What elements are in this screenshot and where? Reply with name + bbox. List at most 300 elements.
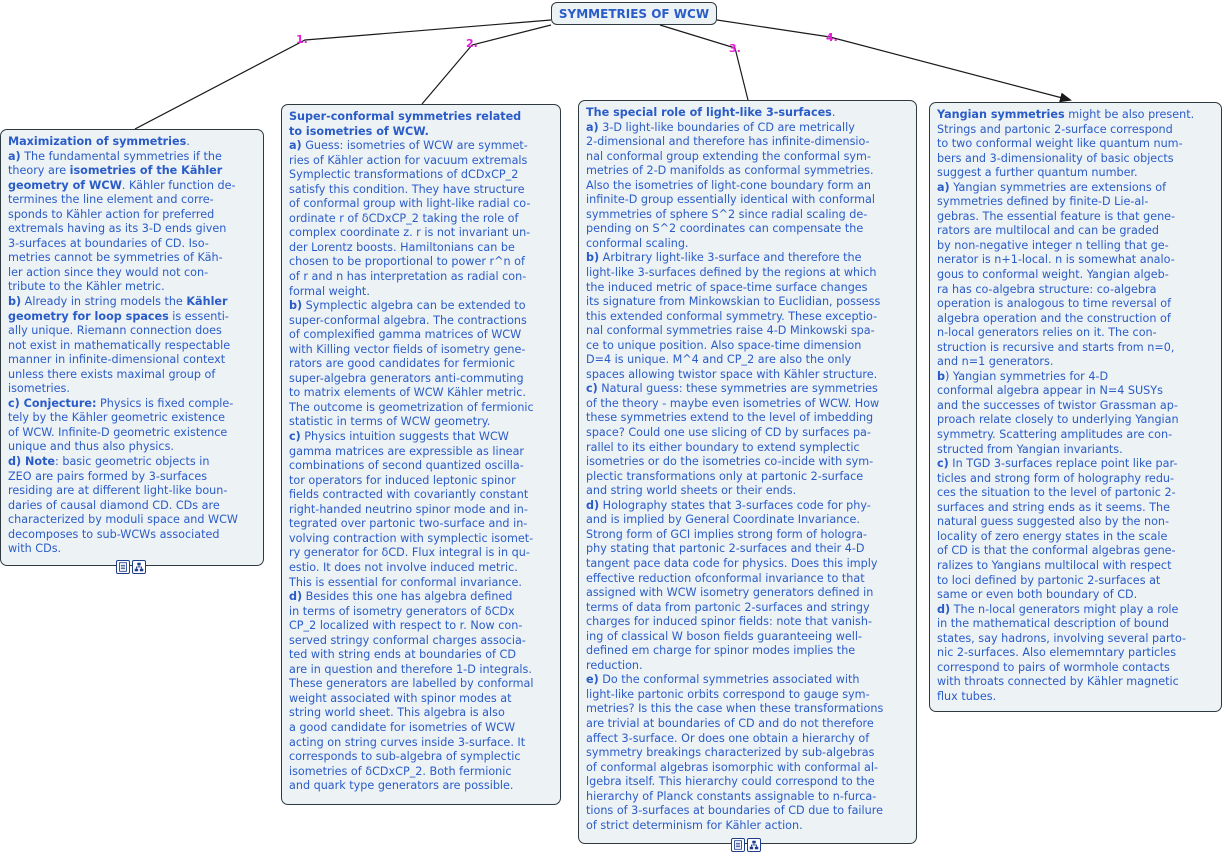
node-text: by non-negative integer n telling that ge- [937, 238, 1169, 252]
node-text: conformal scaling. [586, 236, 689, 250]
node-text-line [586, 193, 910, 208]
node-text-line [937, 413, 1215, 428]
node-text-bold: Super-conformal symmetries related [289, 110, 522, 123]
node-text-line [937, 544, 1215, 559]
node-text-line [586, 222, 910, 237]
node-text: a good candidate for isometries of WCW [289, 720, 516, 734]
node-text-line [8, 455, 257, 470]
node-text-line [586, 484, 910, 499]
node-text-bold: d) [586, 498, 600, 512]
node-text-bold: The special role of light-like 3-surfaces [586, 106, 832, 119]
node-text-line [586, 761, 910, 776]
node-text: to matrix elements of WCW Kähler metric. [289, 386, 526, 400]
node-text: natural guess suggested also by the non- [937, 515, 1170, 529]
node-text: not exist in mathematically respectable [8, 338, 231, 352]
node-text-line [8, 339, 257, 354]
node-text: light-like partonic orbits correspond to gauge sym- [586, 687, 870, 701]
node-text-line [937, 501, 1215, 516]
node-text-line [586, 339, 910, 354]
node-text-line [586, 513, 910, 528]
node-text-line [937, 646, 1215, 661]
node-text: defined em charge for spinor modes implies the [586, 644, 856, 658]
node-text-line [289, 328, 554, 343]
node-text-line [289, 154, 554, 169]
node-text: same or even both boundary of CD. [937, 588, 1138, 602]
node-text-line [289, 459, 554, 474]
node-text-bold: c) [586, 382, 598, 396]
concept-node-maximization[interactable] [0, 129, 264, 566]
node-text-line [289, 663, 554, 678]
connector-label-1: 1. [296, 33, 308, 46]
node-text: conformal algebra appear in N=4 SUSYs [937, 384, 1163, 398]
node-text-line [937, 690, 1215, 705]
node-text-line [586, 790, 910, 805]
node-text-line [937, 195, 1215, 210]
node-text-line [8, 280, 257, 295]
node-text: and n=1 generators. [937, 355, 1054, 369]
node-text-line [289, 415, 554, 430]
node-text-line [8, 222, 257, 237]
node-text: ) Yangian symmetries for 4-D [945, 369, 1109, 383]
node-text-bold: b) [289, 299, 303, 313]
node-text-line [586, 615, 910, 630]
node-text: metries? Is this the case when these transformations [586, 702, 884, 716]
node-text-line [586, 179, 910, 194]
node-text: metries cannot be symmetries of Käh- [8, 251, 223, 265]
node-text-line [937, 370, 1215, 385]
node-text-line [937, 632, 1215, 647]
node-text: plectic transformations only at partonic 2-surface [586, 469, 864, 483]
node-text: Holography states that 3-surfaces code for phy- [599, 498, 871, 512]
node-text: tribute to the Kähler metric. [8, 280, 165, 294]
node-text-line [8, 208, 257, 223]
node-text: formal weight. [289, 284, 370, 298]
node-text: complex coordinate z. r is not invariant un- [289, 226, 531, 240]
node-text-line [289, 241, 554, 256]
node-text-line [8, 397, 257, 412]
node-text: termines the line element and corre- [8, 193, 214, 207]
node-text-line [289, 503, 554, 518]
node-text-bold: to isometries of WCW. [289, 124, 429, 138]
node-text-line [289, 576, 554, 591]
node-text-line [937, 341, 1215, 356]
node-text-bold: geometry for loop spaces [8, 309, 169, 323]
node-text: isometries. [8, 382, 70, 396]
node-text-line [937, 326, 1215, 341]
root-concept-node[interactable] [551, 2, 717, 25]
node-text-line [937, 297, 1215, 312]
node-text-line [586, 441, 910, 456]
node-text-bold: b [937, 369, 946, 383]
node-text: lgebra itself. This hierarchy could correspond to the [586, 775, 875, 789]
node-text-line [289, 590, 554, 605]
node-text: theory are [8, 164, 70, 178]
node-text-line [937, 312, 1215, 327]
node-text-line [586, 819, 910, 834]
node-text-line [8, 251, 257, 266]
node-text-line [586, 746, 910, 761]
node-text-bold: a) [586, 120, 599, 134]
node-text-line [586, 295, 910, 310]
node-text-line [937, 472, 1215, 487]
node-text-line [289, 532, 554, 547]
connector-4 [717, 20, 1070, 100]
node-text: tegrated over partonic two-surface and in- [289, 517, 528, 531]
node-text-line [937, 515, 1215, 530]
node-text-line [8, 237, 257, 252]
node-text-line [289, 779, 554, 794]
node-text: ing of classical W boson fields guaranteeing well- [586, 629, 863, 643]
node-text: Symplectic transformations of dCDxCP_2 [289, 168, 519, 182]
node-text-line [586, 673, 910, 688]
node-text: volving contraction with symplectic isomet- [289, 531, 534, 545]
node-text: of r and n has interpretation as radial con- [289, 270, 527, 284]
node-text-line [937, 443, 1215, 458]
node-text: of the theory - maybe even isometries of WCW. How [586, 396, 880, 410]
node-text-line [586, 150, 910, 165]
node-text-line [586, 717, 910, 732]
node-text-line [586, 106, 910, 121]
node-text-line [8, 440, 257, 455]
node-text-line [586, 732, 910, 747]
node-text-bold: d) Note [8, 455, 56, 469]
node-text: ra has co-algebra structure: co-algebra [937, 282, 1157, 296]
node-text-line [586, 251, 910, 266]
node-text: tely by the Kähler geometric existence [8, 411, 226, 425]
node-text-line [586, 804, 910, 819]
node-text: and quark type generators are possible. [289, 779, 514, 793]
node-text-bold: d) [289, 590, 303, 604]
node-text-line [586, 281, 910, 296]
node-text-line [289, 561, 554, 576]
node-text: ce to unique position. Also space-time dimension [586, 338, 862, 352]
concept-node-super-conformal[interactable] [281, 104, 561, 805]
node-text-line [586, 659, 910, 674]
node-text-line [586, 542, 910, 557]
node-text-line [289, 445, 554, 460]
node-text-line [586, 601, 910, 616]
node-text-line [937, 123, 1215, 138]
node-text: . [186, 135, 190, 148]
node-text-line [586, 121, 910, 136]
node-text: the induced metric of space-time surface changes [586, 280, 868, 294]
node-text-line [937, 166, 1215, 181]
connector-label-3: 3. [729, 42, 741, 55]
node-text-line [586, 557, 910, 572]
node-text-line [289, 139, 554, 154]
node-text-line [289, 343, 554, 358]
node-text-line [937, 530, 1215, 545]
node-text: correspond to pairs of wormhole contacts [937, 660, 1170, 674]
node-text-line [937, 181, 1215, 196]
node-text: of CD is that the conformal algebras gene- [937, 544, 1176, 558]
node-text-line [289, 517, 554, 532]
node-text: ally unique. Riemann connection does [8, 324, 222, 338]
node-text-line [586, 688, 910, 703]
node-text: unique and thus also physics. [8, 440, 174, 454]
node-text-bold: Yangian symmetries [937, 108, 1065, 121]
node-text: symmetries defined by finite-D Lie-al- [937, 195, 1149, 209]
node-text: ted with string ends at boundaries of CD [289, 648, 516, 662]
node-text-line [289, 110, 554, 125]
node-text: served stringy conformal charges associa- [289, 633, 526, 647]
node-text: infinite-D group essentially identical with conformal [586, 193, 876, 207]
node-text-line [8, 193, 257, 208]
node-text-line [586, 411, 910, 426]
node-text-bold: c) [289, 430, 301, 444]
node-text-line [937, 559, 1215, 574]
node-text-line [586, 775, 910, 790]
node-text: structed from Yangian invariants. [937, 442, 1123, 456]
node-text-line [289, 226, 554, 241]
node-text-bold: geometry of WCW [8, 178, 122, 192]
node-text: Strong form of GCI implies strong form of hologra- [586, 527, 867, 541]
node-text-line [8, 353, 257, 368]
node-text: nal conformal group extending the conformal sym- [586, 149, 871, 163]
node-text: Physics intuition suggests that WCW [300, 430, 509, 444]
node-text-bold: a) [8, 149, 21, 163]
node-text: super-algebra generators anti-commuting [289, 371, 524, 385]
node-text: to loci defined by partonic 2-surfaces at [937, 573, 1161, 587]
map-icon[interactable] [132, 560, 146, 574]
node-text-line [586, 644, 910, 659]
node-text: Besides this one has algebra defined [302, 590, 513, 604]
node-text: isometries or do the isometries co-incide with sym- [586, 455, 874, 469]
node-text: phy stating that partonic 2-surfaces and their 4-D [586, 542, 865, 556]
node-text-bold: c) [937, 457, 949, 471]
node-text-line [8, 164, 257, 179]
node-text: symmetry breakings characterized by sub-algebras [586, 746, 875, 760]
node-text: tangent pace data code for physics. Does this imply [586, 556, 878, 570]
node-text: Strings and partonic 2-surface correspond [937, 122, 1173, 136]
node-text: . [831, 106, 836, 119]
node-text: bers and 3-dimensionality of basic objects [937, 151, 1174, 165]
node-text-line [289, 721, 554, 736]
root-concept-title: SYMMETRIES OF WCW [558, 6, 710, 21]
node-text-bold: a) [937, 180, 950, 194]
node-text: In TGD 3-surfaces replace point like par- [948, 457, 1178, 471]
node-text: of conformal algebras isomorphic with conformal al- [586, 760, 879, 774]
node-text: characterized by moduli space and WCW [8, 513, 238, 527]
node-text-line [289, 212, 554, 227]
node-text-line [586, 397, 910, 412]
node-text-line [8, 542, 257, 557]
node-text-line [289, 546, 554, 561]
node-text-bold: e) [586, 673, 599, 687]
node-text: suggest a further quantum number. [937, 166, 1138, 180]
node-text-bold: b) [586, 251, 600, 265]
node-text-line [289, 197, 554, 212]
node-text: gebras. The essential feature is that gene- [937, 209, 1176, 223]
connector-3 [660, 25, 748, 100]
node-text: sponds to Kähler action for preferred [8, 207, 215, 221]
node-text: of conformal group with light-like radial co- [289, 197, 531, 211]
node-text-line [289, 750, 554, 765]
node-text: manner in infinite-dimensional context [8, 353, 226, 367]
node-text-line [8, 513, 257, 528]
concept-node-yangian[interactable] [929, 102, 1222, 712]
node-text-line [937, 137, 1215, 152]
node-text: This is essential for conformal invariance. [289, 575, 522, 589]
node-text: CP_2 localized with respect to r. Now con- [289, 619, 523, 633]
node-text: extremals having as its 3-D ends given [8, 222, 227, 236]
node-text: this extended conformal symmetry. These exceptio- [586, 309, 878, 323]
node-text-line [586, 324, 910, 339]
node-text-line [289, 634, 554, 649]
node-text: terms of data from partonic 2-surfaces and stringy [586, 600, 870, 614]
node-text-line [586, 572, 910, 587]
node-text-line [289, 488, 554, 503]
node-text: 3-surfaces at boundaries of CD. Iso- [8, 236, 209, 250]
node-text: in the mathematical description of bound [937, 617, 1170, 631]
node-text: symmetries of sphere S^2 since radial scaling de- [586, 207, 868, 221]
node-text-line [8, 135, 257, 150]
node-text-line [289, 648, 554, 663]
node-text: right-handed neutrino spinor mode and in- [289, 502, 528, 516]
node-text-line [8, 470, 257, 485]
node-text: flux tubes. [937, 689, 997, 703]
node-text: to two conformal weight like quantum num- [937, 137, 1183, 151]
node-text: satisfy this condition. They have structure [289, 182, 525, 196]
map-icon[interactable] [747, 838, 761, 852]
node-text: reduction. [586, 658, 643, 672]
node-text-line [937, 399, 1215, 414]
node-text-line [8, 411, 257, 426]
node-text-line [289, 765, 554, 780]
node-text-line [937, 210, 1215, 225]
node-text-line [289, 736, 554, 751]
node-text: D=4 is unique. M^4 and CP_2 are also the only [586, 353, 852, 367]
concept-node-light-like[interactable] [578, 100, 917, 844]
node-text: surfaces and string ends as it seems. The [937, 500, 1170, 514]
node-text-line [586, 237, 910, 252]
node-text: algebra operation and the construction of [937, 311, 1171, 325]
node-text: . Kähler function de- [121, 178, 236, 192]
node-text: statistic in terms of WCW geometry. [289, 415, 491, 429]
node-text: 2-dimensional and therefore has infinite-dimensio- [586, 135, 870, 149]
node-text-bold: isometries of the Kähler [69, 164, 223, 178]
connector-label-2: 2. [466, 37, 478, 50]
node-text: Also the isometries of light-cone boundary form an [586, 178, 871, 192]
node-text-line [8, 150, 257, 165]
node-text: operation is analogous to time reversal of [937, 297, 1172, 311]
node-text: estio. It does not involve induced metric. [289, 560, 518, 574]
node-text: struction is recursive and starts from n=0, [937, 340, 1175, 354]
node-text: weight associated with spinor modes at [289, 691, 512, 705]
node-text-line [289, 255, 554, 270]
node-text-line [586, 630, 910, 645]
note-icon[interactable] [116, 560, 130, 574]
node-text: n-local generators relies on it. The con- [937, 326, 1157, 340]
node-text-line [289, 706, 554, 721]
node-text-line [289, 474, 554, 489]
node-text-line [8, 426, 257, 441]
node-text: of complexified gamma matrices of WCW [289, 328, 522, 342]
node-text-line [586, 455, 910, 470]
node-text-line [289, 270, 554, 285]
node-text-line [289, 692, 554, 707]
node-text: ordinate r of δCDxCP_2 taking the role of [289, 211, 519, 225]
node-text: chosen to be proportional to power r^n of [289, 255, 525, 269]
node-text: ralizes to Yangians multilocal with respect [937, 558, 1172, 572]
node-text-line [586, 266, 910, 281]
node-text-line [586, 135, 910, 150]
node-text-line [289, 285, 554, 300]
node-text-line [8, 324, 257, 339]
node-text: nal conformal symmetries raise 4-D Minkowski spa- [586, 324, 875, 338]
node-text-line [586, 164, 910, 179]
node-text: affect 3-surface. Or does one obtain a hierarchy of [586, 731, 870, 745]
node-text: proach relate closely to underlying Yangian [937, 413, 1179, 427]
node-text-line [586, 208, 910, 223]
node-text-line [937, 268, 1215, 283]
node-text-line [289, 183, 554, 198]
node-text-line [937, 428, 1215, 443]
node-text-line [937, 384, 1215, 399]
node-text-line [586, 310, 910, 325]
node-text-line [937, 617, 1215, 632]
node-text-line [289, 386, 554, 401]
node-text-line [586, 702, 910, 717]
node-text: are trivial at boundaries of CD and do not therefore [586, 716, 874, 730]
node-text: in terms of isometry generators of δCDx [289, 604, 515, 618]
node-text: super-conformal algebra. The contractions [289, 313, 527, 327]
node-text-bold: Kähler [186, 295, 228, 309]
node-text-line [586, 368, 910, 383]
node-text-line [8, 484, 257, 499]
node-text: ries of Kähler action for vacuum extremals [289, 153, 528, 167]
node-text: Natural guess: these symmetries are symmetries [597, 382, 878, 396]
node-text-line [289, 401, 554, 416]
node-text-line [586, 499, 910, 514]
node-text: metries of 2-D manifolds as conformal symmetries. [586, 164, 874, 178]
node-text: and the successes of twistor Grassman ap- [937, 398, 1178, 412]
node-text: these symmetries extend to the level of imbedding [586, 411, 874, 425]
node-text-bold: b) [8, 295, 22, 309]
node-text: Do the conformal symmetries associated with [598, 673, 860, 687]
node-text-line [289, 372, 554, 387]
node-text-line [8, 295, 257, 310]
node-text-bold: d) [937, 602, 951, 616]
node-text-line [937, 253, 1215, 268]
node-text: combinations of second quantized oscilla- [289, 459, 524, 473]
note-icon[interactable] [731, 838, 745, 852]
node-text: might be also present. [1064, 108, 1195, 121]
node-text: decomposes to sub-WCWs associated [8, 527, 220, 541]
node-text: is essenti- [168, 309, 229, 323]
node-text: 3-D light-like boundaries of CD are metrically [598, 120, 855, 134]
node-text: Arbitrary light-like 3-surface and therefore the [599, 251, 862, 265]
node-text: locality of zero energy states in the scale [937, 529, 1168, 543]
node-text-bold: a) [289, 139, 302, 153]
node-text-bold: c) Conjecture: [8, 396, 97, 410]
node-text-line [289, 677, 554, 692]
node-text: fields contracted with covariantly constant [289, 488, 529, 502]
node-text-line [937, 355, 1215, 370]
node-text: acting on string curves inside 3-surface. It [289, 735, 526, 749]
node-text: Physics is fixed comple- [96, 396, 234, 410]
node-text: of WCW. Infinite-D geometric existence [8, 425, 228, 439]
node-text: rators are good candidates for fermionic [289, 357, 516, 371]
node-text: Symplectic algebra can be extended to [302, 299, 526, 313]
node-text-line [289, 299, 554, 314]
node-text: The fundamental symmetries if the [20, 149, 222, 163]
node-text: The n-local generators might play a role [950, 602, 1179, 616]
node-text: with throats connected by Kähler magnetic [937, 675, 1179, 689]
node-text: unless there exists maximal group of [8, 367, 216, 381]
node-text: its signature from Minkowskian to Euclidian, possess [586, 295, 881, 309]
node-text-line [586, 528, 910, 543]
